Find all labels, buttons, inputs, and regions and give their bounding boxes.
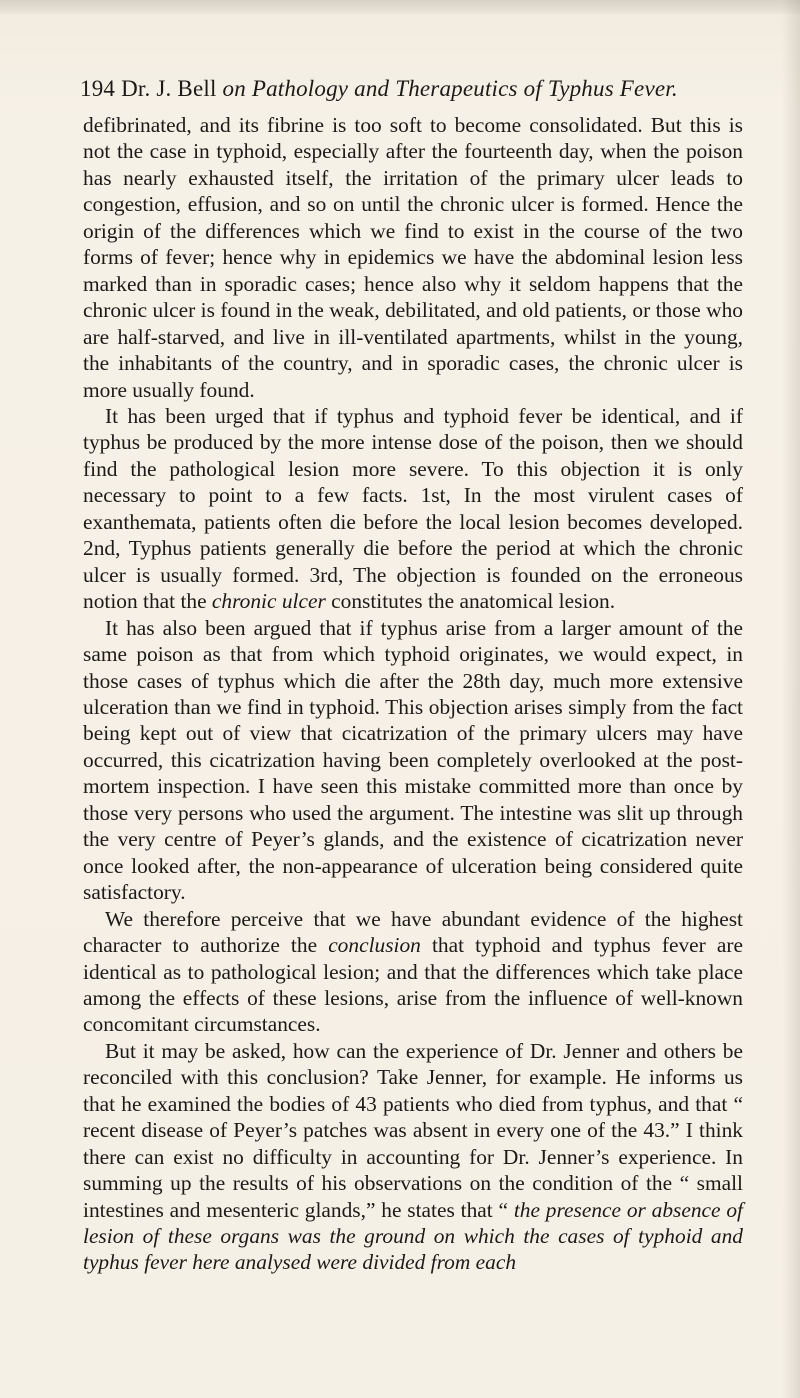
text-segment: We therefore perceive that we have abundant evidence of the highest character to authorize the — [83, 906, 743, 958]
header-of: of — [523, 76, 542, 101]
text-segment: But it may be asked, how can the experience of Dr. Jenner and others be reconciled with this conclusion? Take Jenner, for example. He informs us that he examined the bodies of 43 patients who died from typhus, and that “ recent disease of Peyer’s patches was absent in every one of the 43.” I think there can exist no difficulty in accounting for Dr. Jenner’s experience. In summing up the results of his observations on the condition of the “ small intestines and mesenteric glands,” he states that “ — [83, 1038, 743, 1222]
header-author: Dr. J. Bell — [121, 76, 217, 101]
italic-text-segment: conclusion — [328, 933, 421, 958]
text-segment: It has been urged that if typhus and typhoid fever be identical, and if typhus be produced by the more intense dose of the poison, then we should find the pathological lesion more severe. To this objection it is only necessary to point to a few facts. 1st, In the most virulent cases of exanthemata, patients often die before the local lesion becomes developed. 2nd, Typhus patients generally die before the period at which the chronic ulcer is usually formed. 3rd, The objection is founded on the erroneous notion that the — [83, 403, 743, 614]
running-header — [80, 76, 740, 102]
text-segment: constitutes the anatomical lesion. — [325, 589, 616, 614]
header-on: on — [222, 76, 246, 101]
paragraph — [83, 112, 743, 403]
paragraph — [83, 615, 743, 906]
body-text — [83, 112, 743, 1276]
page-top-edge — [0, 0, 800, 14]
page-right-shadow — [782, 0, 800, 1398]
page-number: 194 — [80, 76, 116, 101]
italic-text-segment: the presence or absence of lesion of these organs was the ground on which the cases of typhoid and typhus fever here analysed were divided from each — [83, 1197, 743, 1275]
header-title-part2: Typhus Fever. — [547, 76, 678, 101]
italic-text-segment: chronic ulcer — [211, 589, 326, 614]
text-segment: defibrinated, and its fibrine is too soft to become consolidated. But this is not the case in typhoid, especially after the fourteenth day, when the poison has nearly exhausted itself, the irritation of the primary ulcer leads to congestion, effusion, and so on until the chronic ulcer is formed. Hence the origin of the differences which we find to exist in the course of the two forms of fever; hence why in epidemics we have the abdominal lesion less marked than in sporadic cases; hence also why it seldom happens that the chronic ulcer is found in the weak, debilitated, and old patients, or those who are half-starved, and live in ill-ventilated apartments, whilst in the young, the inhabitants of the country, and in sporadic cases, the chronic ulcer is more usually found. — [83, 113, 743, 402]
paragraph — [83, 403, 743, 615]
header-title-part1: Pathology and Therapeutics — [251, 76, 518, 101]
paragraph — [83, 906, 743, 1038]
text-segment: It has also been argued that if typhus arise from a larger amount of the same poison as that from which typhoid originates, we would expect, in those cases of typhus which die after the 28th day, much more extensive ulceration than we find in typhoid. This objection arises simply from the fact being kept out of view that cicatrization of the primary ulcers may have occurred, this cicatrization having been completely overlooked at the post-mortem inspection. I have seen this mistake committed more than once by those very persons who used the argument. The intestine was slit up through the very centre of Peyer’s glands, and the existence of cicatrization never once looked after, the non-appearance of ulceration being considered quite satisfactory. — [83, 615, 743, 905]
text-segment: that typhoid and typhus fever are identical as to pathological lesion; and that the differences which take place among the effects of these lesions, arise from the influence of well-known concomitant circumstances. — [83, 933, 743, 1037]
paragraph — [83, 1038, 743, 1276]
